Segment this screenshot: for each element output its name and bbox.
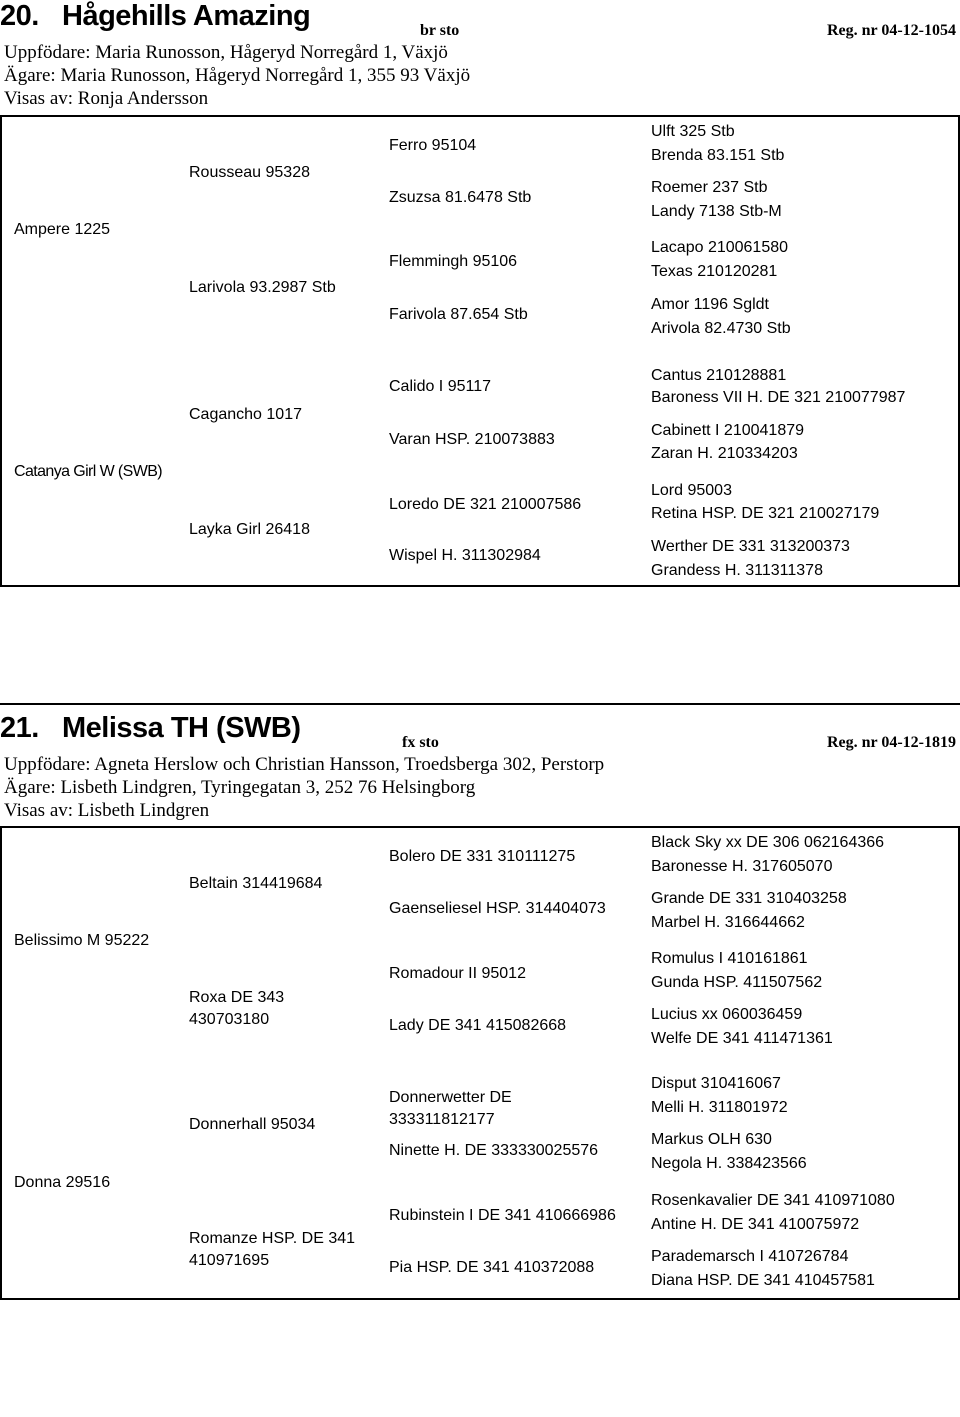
pedigree-gen2: Layka Girl 26418	[189, 521, 310, 538]
pedigree-gen4: Landy 7138 Stb-M	[651, 203, 782, 220]
pedigree-dam: Catanya Girl W (SWB)	[14, 463, 163, 480]
pedigree-gen4: Negola H. 338423566	[651, 1155, 807, 1172]
breeder: Uppfödare: Maria Runosson, Hågeryd Norregård 1, Växjö	[4, 42, 448, 63]
pedigree-gen4: Brenda 83.151 Stb	[651, 147, 785, 164]
pedigree-gen4: Welfe DE 341 411471361	[651, 1030, 833, 1047]
pedigree-gen3: Varan HSP. 210073883	[389, 431, 555, 448]
pedigree-gen3: Rubinstein I DE 341 410666986	[389, 1207, 616, 1224]
pedigree-gen4: Grande DE 331 310403258	[651, 890, 847, 907]
pedigree-gen3: Wispel H. 311302984	[389, 547, 541, 564]
pedigree-gen2: Romanze HSP. DE 341 410971695	[189, 1230, 356, 1269]
pedigree-gen4: Parademarsch I 410726784	[651, 1248, 849, 1265]
pedigree-gen4: Amor 1196 Sgldt	[651, 296, 769, 313]
pedigree-gen4: Melli H. 311801972	[651, 1099, 788, 1116]
horse-name: Melissa TH (SWB)	[62, 712, 301, 744]
pedigree-gen4: Cabinett I 210041879	[651, 422, 805, 439]
reg-number: Reg. nr 04-12-1054	[826, 22, 956, 39]
pedigree-gen3: Flemmingh 95106	[389, 253, 518, 270]
pedigree-gen4: Werther DE 331 313200373	[651, 538, 850, 555]
pedigree-gen2: Roxa DE 343 430703180	[189, 989, 285, 1028]
breeder: Uppfödare: Agneta Herslow och Christian Hansson, Troedsberga 302, Perstorp	[4, 754, 605, 775]
pedigree-gen3: Pia HSP. DE 341 410372088	[389, 1259, 595, 1276]
color-sex: fx sto	[402, 734, 439, 751]
pedigree-gen4: Texas 210120281	[651, 263, 778, 280]
pedigree-gen4: Baroness VII H. DE 321 210077987	[651, 389, 906, 406]
reg-number: Reg. nr 04-12-1819	[826, 734, 956, 751]
pedigree-gen4: Cantus 210128881	[651, 367, 787, 384]
pedigree-gen3: Ferro 95104	[389, 137, 477, 154]
pedigree-gen3: Farivola 87.654 Stb	[389, 306, 528, 323]
pedigree-gen4: Gunda HSP. 411507562	[651, 974, 823, 991]
pedigree-dam: Donna 29516	[14, 1174, 111, 1191]
section-divider	[0, 703, 960, 705]
pedigree-gen2: Beltain 314419684	[189, 875, 323, 892]
shown-by: Visas av: Lisbeth Lindgren	[4, 800, 210, 821]
pedigree-gen3: Romadour II 95012	[389, 965, 526, 982]
pedigree-gen4: Romulus I 410161861	[651, 950, 808, 967]
pedigree-gen3: Gaenseliesel HSP. 314404073	[389, 900, 606, 917]
pedigree-gen4: Arivola 82.4730 Stb	[651, 320, 791, 337]
pedigree-gen4: Roemer 237 Stb	[651, 179, 768, 196]
pedigree-gen4: Marbel H. 316644662	[651, 914, 805, 931]
pedigree-gen4: Baronesse H. 317605070	[651, 858, 833, 875]
pedigree-gen4: Lacapo 210061580	[651, 239, 789, 256]
pedigree-gen3: Loredo DE 321 210007586	[389, 496, 582, 513]
pedigree-gen3: Calido I 95117	[389, 378, 491, 395]
entry-number: 21.	[0, 712, 39, 744]
pedigree-gen3: Donnerwetter DE 333311812177	[389, 1089, 512, 1128]
pedigree-gen4: Lucius xx 060036459	[651, 1006, 803, 1023]
pedigree-gen4: Black Sky xx DE 306 062164366	[651, 834, 885, 851]
pedigree-gen3: Bolero DE 331 310111275	[389, 848, 576, 865]
pedigree-gen4: Antine H. DE 341 410075972	[651, 1216, 860, 1233]
pedigree-sire: Ampere 1225	[14, 221, 111, 238]
pedigree-gen4: Diana HSP. DE 341 410457581	[651, 1272, 875, 1289]
pedigree-gen4: Disput 310416067	[651, 1075, 781, 1092]
owner: Ägare: Maria Runosson, Hågeryd Norregård 1, 355 93 Växjö	[4, 65, 471, 86]
entry-number: 20.	[0, 0, 39, 32]
horse-name: Hågehills Amazing	[62, 0, 311, 32]
pedigree-gen4: Lord 95003	[651, 482, 732, 499]
pedigree-gen4: Markus OLH 630	[651, 1131, 772, 1148]
pedigree-gen2: Larivola 93.2987 Stb	[189, 279, 336, 296]
pedigree-gen2: Cagancho 1017	[189, 406, 302, 423]
pedigree-gen2: Rousseau 95328	[189, 164, 310, 181]
pedigree-gen3: Ninette H. DE 333330025576	[389, 1142, 599, 1159]
pedigree-sire: Belissimo M 95222	[14, 932, 150, 949]
pedigree-gen4: Ulft 325 Stb	[651, 123, 735, 140]
pedigree-gen3: Zsuzsa 81.6478 Stb	[389, 189, 532, 206]
pedigree-gen2: Donnerhall 95034	[189, 1116, 316, 1133]
pedigree-gen4: Grandess H. 311311378	[651, 562, 823, 579]
pedigree-gen4: Zaran H. 210334203	[651, 445, 798, 462]
pedigree-gen4: Retina HSP. DE 321 210027179	[651, 505, 880, 522]
owner: Ägare: Lisbeth Lindgren, Tyringegatan 3, 252 76 Helsingborg	[4, 777, 476, 798]
pedigree-gen3: Lady DE 341 415082668	[389, 1017, 567, 1034]
shown-by: Visas av: Ronja Andersson	[4, 88, 209, 109]
color-sex: br sto	[420, 22, 460, 39]
pedigree-gen4: Rosenkavalier DE 341 410971080	[651, 1192, 895, 1209]
